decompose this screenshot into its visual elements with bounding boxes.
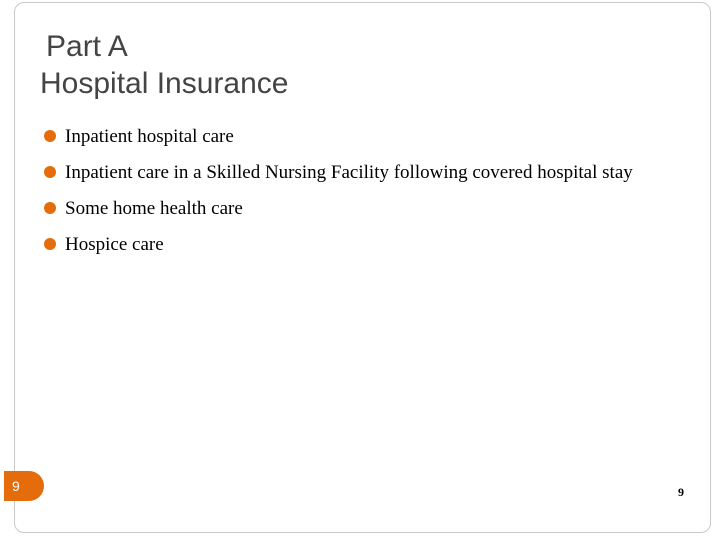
bullet-item bbox=[40, 124, 726, 149]
bullet-item bbox=[40, 232, 726, 257]
bullet-text: Hospice care bbox=[65, 234, 164, 255]
bullet-text: Inpatient hospital care bbox=[65, 126, 234, 147]
slide-number-badge: 9 bbox=[4, 471, 44, 501]
bullet-dot-icon bbox=[44, 130, 56, 142]
slide-title-line-2: Hospital Insurance bbox=[40, 67, 289, 100]
bullet-dot-icon bbox=[44, 166, 56, 178]
bullet-item bbox=[40, 160, 726, 185]
bullet-text: Inpatient care in a Skilled Nursing Facility following covered hospital stay bbox=[65, 162, 633, 183]
bullet-item bbox=[40, 196, 726, 221]
bullet-dot-icon bbox=[44, 238, 56, 250]
bullet-list bbox=[40, 124, 726, 268]
page-number: 9 bbox=[678, 485, 684, 499]
bullet-dot-icon bbox=[44, 202, 56, 214]
slide-title-line-1: Part A bbox=[46, 30, 128, 63]
bullet-text: Some home health care bbox=[65, 198, 243, 219]
